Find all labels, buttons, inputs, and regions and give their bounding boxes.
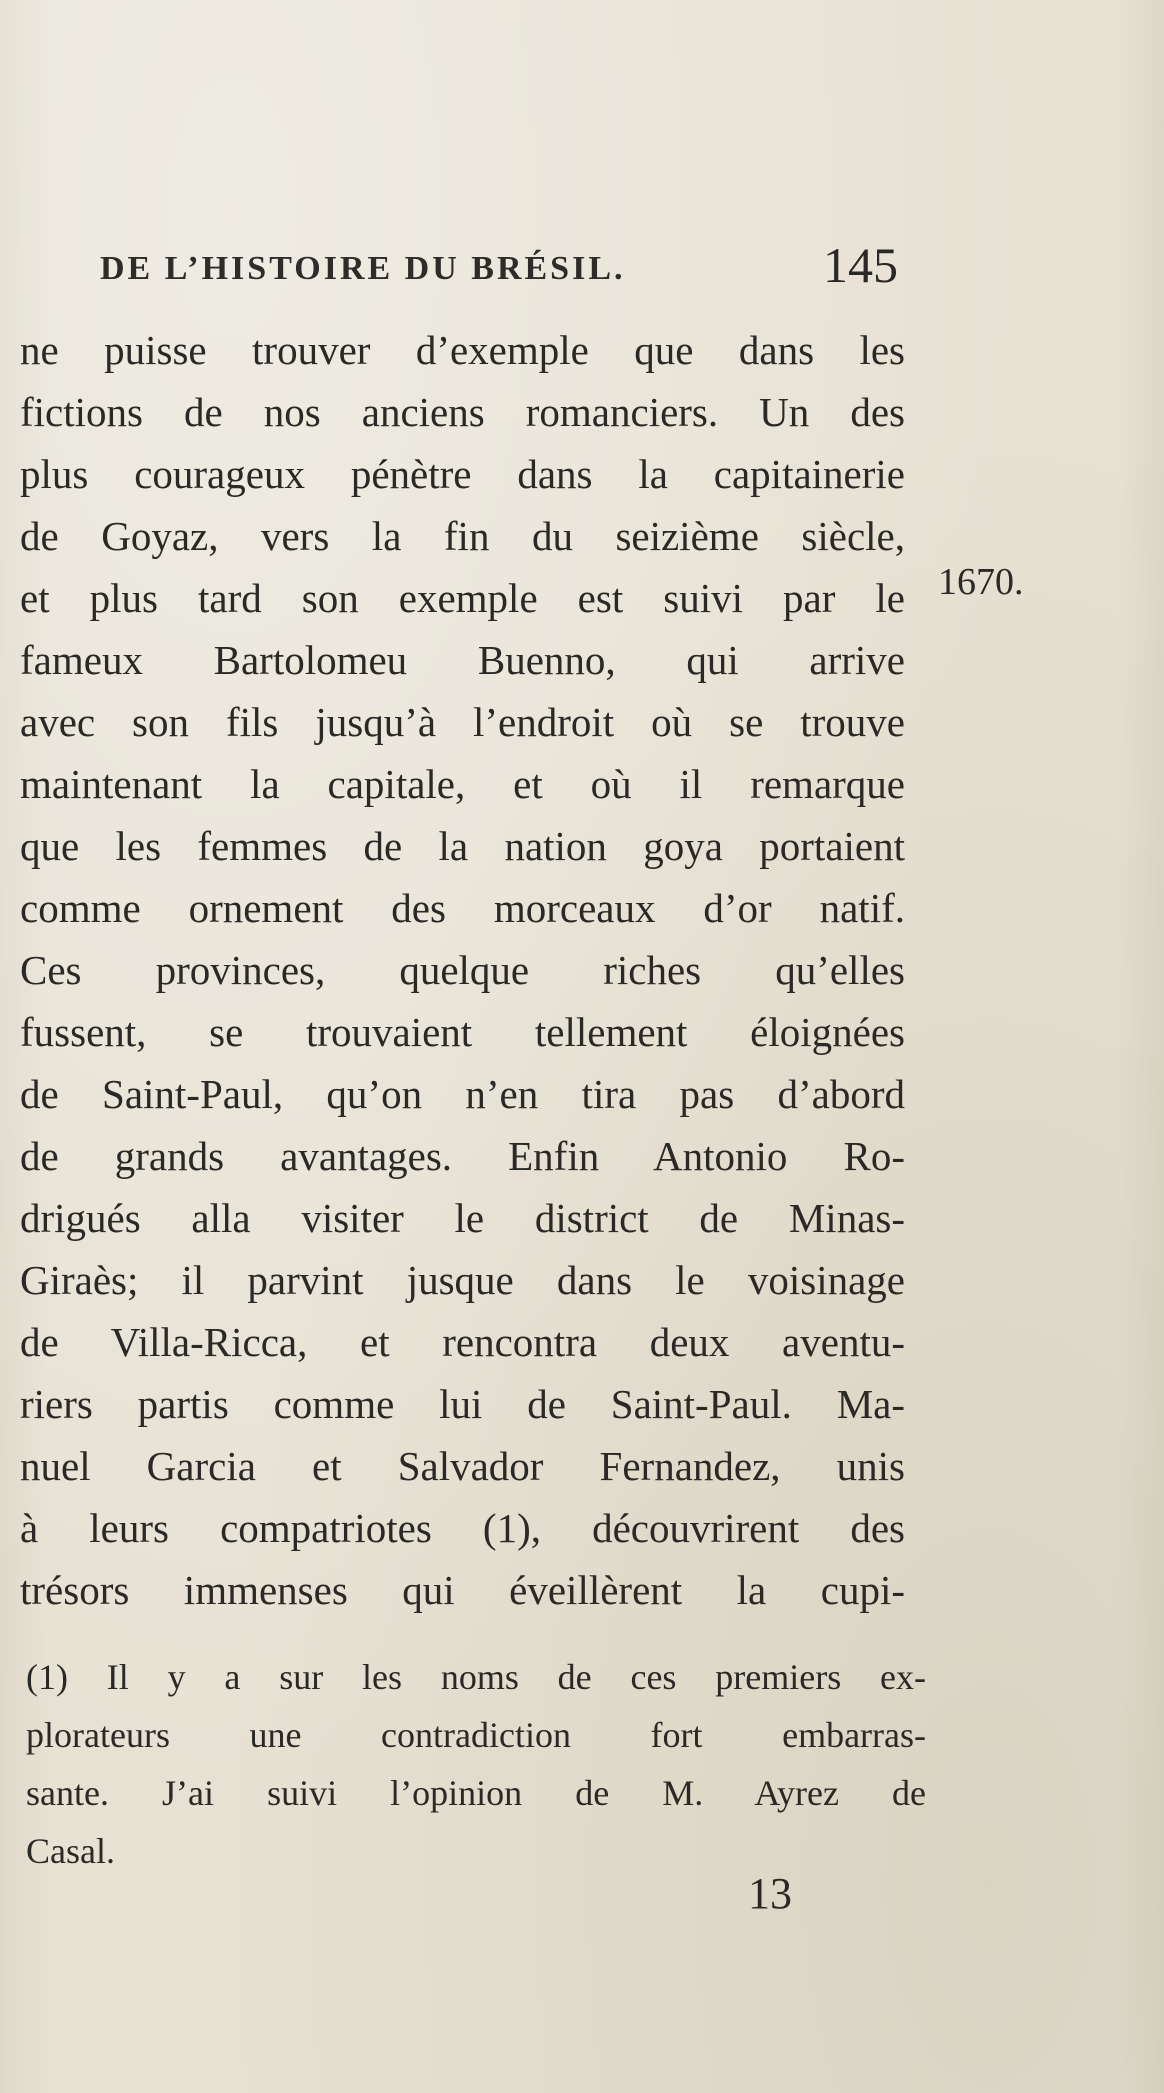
text-line: de Goyaz, vers la fin du seizième siècle, bbox=[20, 513, 905, 559]
page-number: 145 bbox=[823, 237, 898, 293]
footnote-line: sante. J’ai suivi l’opinion de M. Ayrez de bbox=[26, 1773, 926, 1813]
footnote-separator bbox=[50, 1600, 910, 1601]
text-line: de Saint-Paul, qu’on n’en tira pas d’abord bbox=[20, 1071, 905, 1117]
text-line: Ces provinces, quelque riches qu’elles bbox=[20, 947, 905, 993]
text-line: fictions de nos anciens romanciers. Un des bbox=[20, 389, 905, 435]
margin-date-note: 1670. bbox=[938, 561, 1024, 603]
text-line: fameux Bartolomeu Buenno, qui arrive bbox=[20, 637, 905, 683]
text-line: avec son fils jusqu’à l’endroit où se trouve bbox=[20, 699, 905, 745]
text-line: riers partis comme lui de Saint-Paul. Ma- bbox=[20, 1381, 905, 1427]
text-line: que les femmes de la nation goya portaient bbox=[20, 823, 905, 869]
text-line: plus courageux pénètre dans la capitainerie bbox=[20, 451, 905, 497]
footnote-line: Casal. bbox=[26, 1831, 115, 1871]
text-line: fussent, se trouvaient tellement éloignées bbox=[20, 1009, 905, 1055]
text-line: de grands avantages. Enfin Antonio Ro- bbox=[20, 1133, 905, 1179]
text-line: et plus tard son exemple est suivi par le bbox=[20, 575, 905, 621]
text-line: comme ornement des morceaux d’or natif. bbox=[20, 885, 905, 931]
running-head: DE L’HISTOIRE DU BRÉSIL. bbox=[100, 250, 626, 287]
text-line: ne puisse trouver d’exemple que dans les bbox=[20, 327, 905, 373]
text-line: de Villa-Ricca, et rencontra deux aventu- bbox=[20, 1319, 905, 1365]
text-line: drigués alla visiter le district de Minas- bbox=[20, 1195, 905, 1241]
text-line: à leurs compatriotes (1), découvrirent des bbox=[20, 1505, 905, 1551]
text-line: nuel Garcia et Salvador Fernandez, unis bbox=[20, 1443, 905, 1489]
text-line: Giraès; il parvint jusque dans le voisinage bbox=[20, 1257, 905, 1303]
footnote-line: plorateurs une contradiction fort embarras- bbox=[26, 1715, 926, 1755]
page-header bbox=[100, 236, 900, 300]
footnote-line: (1) Il y a sur les noms de ces premiers ex- bbox=[26, 1657, 926, 1697]
signature-mark: 13 bbox=[748, 1869, 792, 1918]
text-line: trésors immenses qui éveillèrent la cupi- bbox=[20, 1567, 905, 1613]
text-line: maintenant la capitale, et où il remarque bbox=[20, 761, 905, 807]
